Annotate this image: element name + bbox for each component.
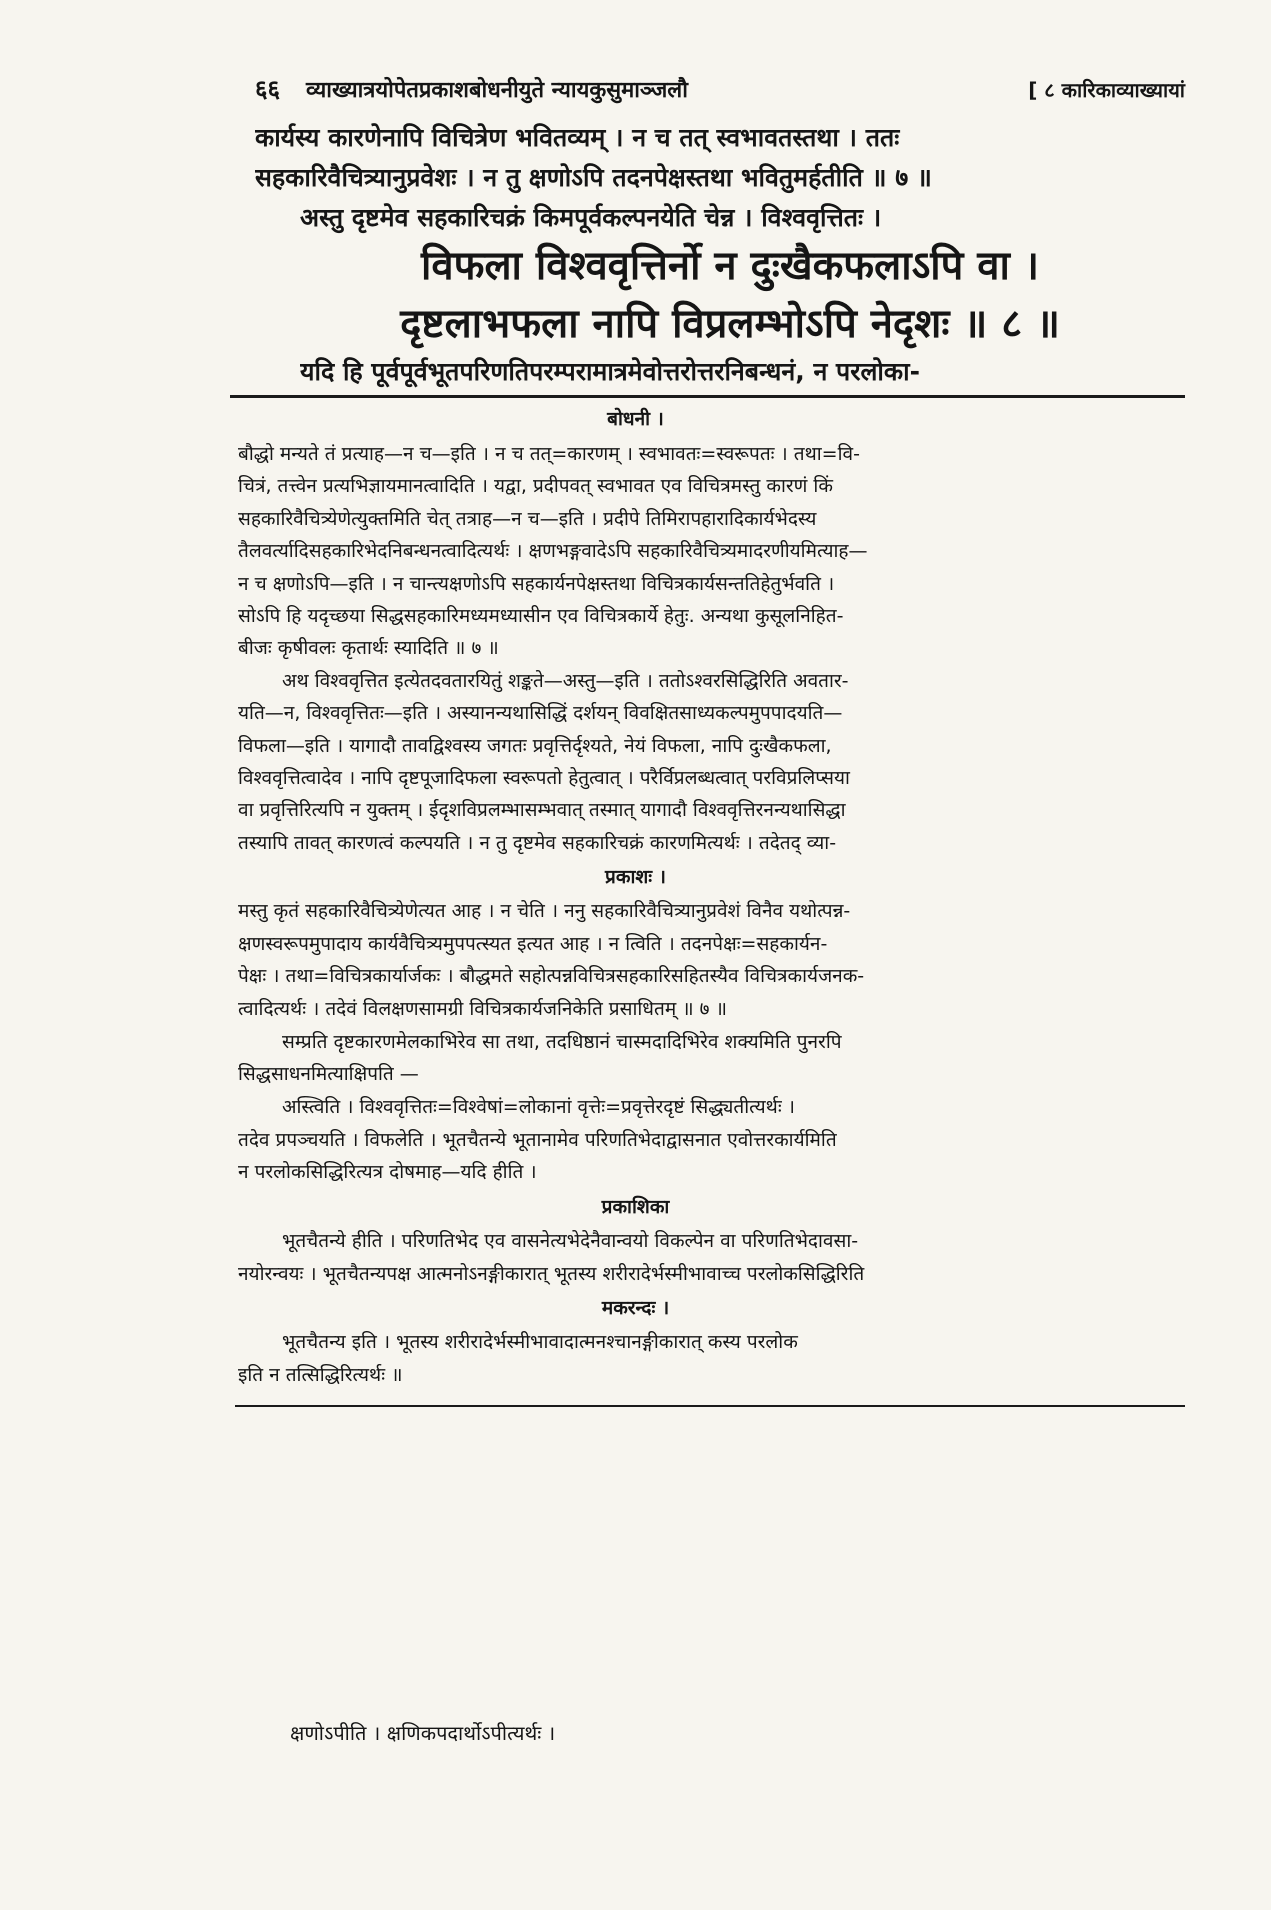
section-divider [230,395,1185,398]
makaranda-line: भूतचैतन्य इति । भूतस्य शरीरादेर्भस्मीभावादात्मनश्चानङ्गीकारात् कस्य परलोक [282,1331,798,1353]
footnote-divider [235,1405,1185,1407]
prakasha-line: तदेव प्रपञ्चयति । विफलेति । भूतचैतन्ये भूतानामेव परिणतिभेदाद्वासनात एवोत्तरकार्यमिति [238,1129,837,1151]
mula-line: सहकारिवैचित्र्यानुप्रवेशः । न तु क्षणोऽपि तदनपेक्षस्तथा भवितुमर्हतीति ॥ ७ ॥ [255,163,932,192]
prakasha-line: सम्प्रति दृष्टकारणमेलकाभिरेव सा तथा, तदधिष्ठानं चास्मदादिभिरेव शक्यमिति पुनरपि [282,1031,842,1053]
prakasha-line: मस्तु कृतं सहकारिवैचित्र्येणेत्यत आह । न चेति । ननु सहकारिवैचित्र्यानुप्रवेशं विनैव यथोत्पन्न- [238,900,851,922]
page-number: ६६ [255,75,280,103]
karika-verse-line: विफला विश्ववृत्तिर्नो न दुःखैकफलाऽपि वा । [421,243,1039,289]
bodhani-heading: बोधनी । [607,408,664,430]
bodhani-line: तैलवर्त्यादिसहकारिभेदनिबन्धनत्वादित्यर्थः । क्षणभङ्गवादेऽपि सहकारिवैचित्र्यमादरणीयमित्याह— [238,540,868,562]
karika-verse-line: दृष्टलाभफला नापि विप्रलम्भोऽपि नेदृशः ॥ ८ ॥ [400,301,1060,347]
prakasha-line: क्षणस्वरूपमुपादाय कार्यवैचित्र्यमुपपत्स्यत इत्यत आह । न त्विति । तदनपेक्षः=सहकार्यन- [238,933,828,955]
page-header [255,72,1185,112]
bodhani-line: यति—न, विश्ववृत्तितः—इति । अस्यानन्यथासिद्धिं दर्शयन् विवक्षितसाध्यकल्पमुपपादयति— [238,702,843,724]
prakashika-line: नयोरन्वयः । भूतचैतन्यपक्ष आत्मनोऽनङ्गीकारात् भूतस्य शरीरादेर्भस्मीभावाच्च परलोकसिद्धिरिति [238,1263,865,1285]
chapter-reference: [ ८ कारिकाव्याख्यायां [1028,78,1185,102]
prakasha-line: अस्त्विति । विश्ववृत्तितः=विश्वेषां=लोकानां वृत्तेः=प्रवृत्तेरदृष्टं सिद्ध्यतीत्यर्थः । [282,1096,795,1118]
bodhani-line: सोऽपि हि यदृच्छया सिद्धसहकारिमध्यमध्यासीन एव विचित्रकार्ये हेतुः. अन्यथा कुसूलनिहित- [238,605,844,627]
makaranda-heading: मकरन्दः । [601,1297,670,1319]
footnote: क्षणोऽपीति । क्षणिकपदार्थोऽपीत्यर्थः । [290,1721,556,1745]
mula-line: कार्यस्य कारणेनापि विचित्रेण भवितव्यम् । न च तत् स्वभावतस्तथा । ततः [255,123,900,152]
bodhani-line: न च क्षणोऽपि—इति । न चान्त्यक्षणोऽपि सहकार्यनपेक्षस्तथा विचित्रकार्यसन्ततिहेतुर्भवति । [238,573,835,595]
prakashika-heading: प्रकाशिका [601,1196,670,1218]
bodhani-line: वा प्रवृत्तिरित्यपि न युक्तम् । ईदृशविप्रलम्भासम्भवात् तस्मात् यागादौ विश्ववृत्तिरनन्यथासिद्धा [238,799,846,821]
running-title: व्याख्यात्रयोपेतप्रकाशबोधनीयुते न्यायकुसुमाञ्जलौ [305,78,688,103]
prakasha-line: न परलोकसिद्धिरित्यत्र दोषमाह—यदि हीति । [238,1161,537,1183]
prakasha-line: पेक्षः । तथा=विचित्रकार्यार्जकः । बौद्धमते सहोत्पन्नविचित्रसहकारिसहितस्यैव विचित्रकार्यजनक- [238,965,865,987]
bodhani-line: बीजः कृषीवलः कृतार्थः स्यादिति ॥ ७ ॥ [238,637,499,659]
mula-line: अस्तु दृष्टमेव सहकारिचक्रं किमपूर्वकल्पनयेति चेन्न । विश्ववृत्तितः । [300,203,882,232]
prakashika-line: भूतचैतन्ये हीति । परिणतिभेद एव वासनेत्यभेदेनैवान्वयो विकल्पेन वा परिणतिभेदावसा- [282,1230,859,1252]
mula-line: यदि हि पूर्वपूर्वभूतपरिणतिपरम्परामात्रमेवोत्तरोत्तरनिबन्धनं, न परलोका- [300,357,920,386]
bodhani-line: तस्यापि तावत् कारणत्वं कल्पयति । न तु दृष्टमेव सहकारिचक्रं कारणमित्यर्थः । तदेतद् व्या- [238,832,837,854]
bodhani-line: अथ विश्ववृत्तित इत्येतदवतारयितुं शङ्कते—अस्तु—इति । ततोऽश्वरसिद्धिरिति अवतार- [282,670,849,692]
prakasha-line: त्वादित्यर्थः । तदेवं विलक्षणसामग्री विचित्रकार्यजनिकेति प्रसाधितम् ॥ ७ ॥ [238,998,727,1020]
bodhani-line: विफला—इति । यागादौ तावद्विश्वस्य जगतः प्रवृत्तिर्दृश्यते, नेयं विफला, नापि दुःखैकफला, [238,735,832,757]
bodhani-line: सहकारिवैचित्र्येणेत्युक्तमिति चेत् तत्राह—न च—इति । प्रदीपे तिमिरापहारादिकार्यभेदस्य [238,508,817,530]
prakasha-heading: प्रकाशः । [605,866,666,888]
bodhani-line: चित्रं, तत्त्वेन प्रत्यभिज्ञायमानत्वादिति । यद्वा, प्रदीपवत् स्वभावत एव विचित्रमस्तु कारणं किं [238,475,833,497]
bodhani-line: बौद्धो मन्यते तं प्रत्याह—न च—इति । न च तत्=कारणम् । स्वभावतः=स्वरूपतः । तथा=वि- [238,443,860,465]
makaranda-line: इति न तत्सिद्धिरित्यर्थः ॥ [238,1364,403,1386]
bodhani-line: विश्ववृत्तित्वादेव । नापि दृष्टपूजादिफला स्वरूपतो हेतुत्वात् । परैर्विप्रलब्धत्वात् परविप्रलिप्सया [238,767,850,789]
prakasha-line: सिद्धसाधनमित्याक्षिपति — [238,1063,419,1085]
